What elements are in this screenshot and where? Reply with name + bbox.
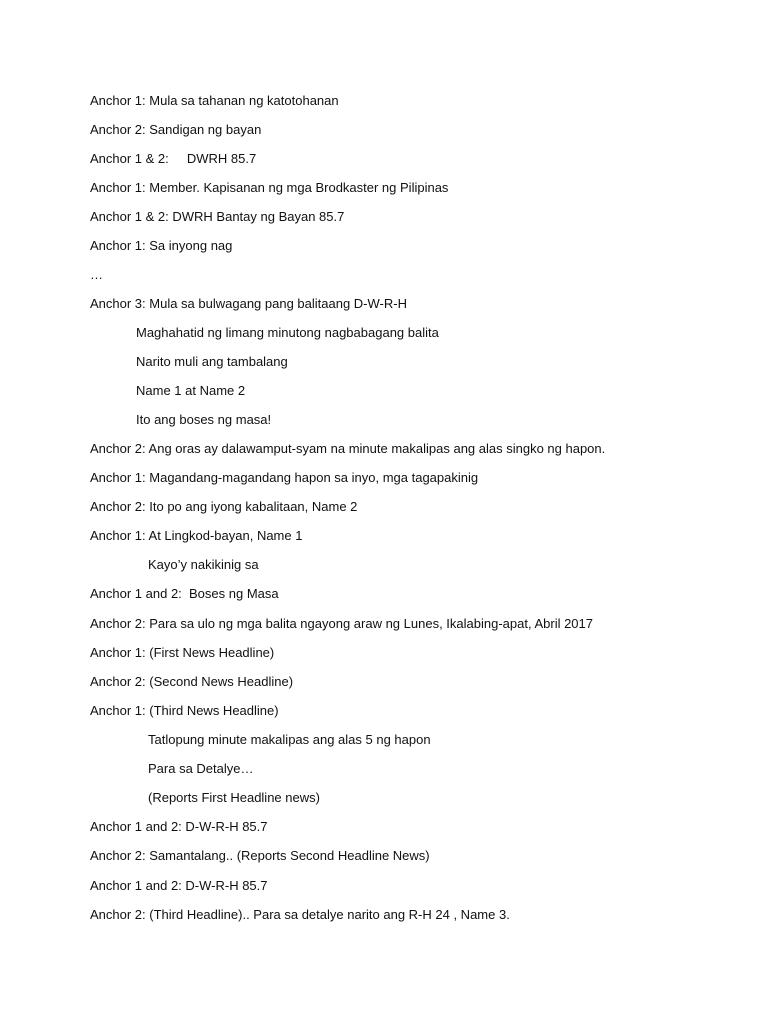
script-line: Anchor 1: Magandang-magandang hapon sa inyo, mga tagapakinig [90,470,479,485]
script-line: Maghahatid ng limang minutong nagbabagang balita [136,325,439,340]
script-line: Anchor 1 and 2: D-W-R-H 85.7 [90,819,268,834]
script-line: … [90,267,103,282]
script-line: Anchor 1: Mula sa tahanan ng katotohanan [90,93,339,108]
script-line: Anchor 3: Mula sa bulwagang pang balitaang D-W-R-H [90,296,407,311]
script-line: (Reports First Headline news) [148,790,320,805]
script-line: Anchor 1: (Third News Headline) [90,703,279,718]
script-line: Anchor 2: Sandigan ng bayan [90,122,262,137]
script-line: Anchor 1 & 2: DWRH Bantay ng Bayan 85.7 [90,209,345,224]
script-line: Anchor 2: (Second News Headline) [90,674,294,689]
script-line: Anchor 1 and 2: D-W-R-H 85.7 [90,878,268,893]
script-line: Anchor 1: Member. Kapisanan ng mga Brodkaster ng Pilipinas [90,180,449,195]
script-line: Tatlopung minute makalipas ang alas 5 ng hapon [148,732,431,747]
script-line: Anchor 1 & 2: DWRH 85.7 [90,151,257,166]
script-line: Anchor 1: (First News Headline) [90,645,275,660]
script-line: Narito muli ang tambalang [136,354,288,369]
script-line: Anchor 2: Ito po ang iyong kabalitaan, Name 2 [90,499,358,514]
script-line: Name 1 at Name 2 [136,383,246,398]
script-line: Anchor 2: (Third Headline).. Para sa detalye narito ang R-H 24 , Name 3. [90,907,510,922]
script-line: Anchor 1: Sa inyong nag [90,238,233,253]
script-line: Anchor 2: Samantalang.. (Reports Second Headline News) [90,848,430,863]
script-line: Ito ang boses ng masa! [136,412,272,427]
script-line: Anchor 2: Para sa ulo ng mga balita ngayong araw ng Lunes, Ikalabing-apat, Abril 2017 [90,616,594,631]
script-line: Anchor 1: At Lingkod-bayan, Name 1 [90,528,303,543]
script-line: Anchor 2: Ang oras ay dalawamput-syam na minute makalipas ang alas singko ng hapon. [90,441,606,456]
script-line: Anchor 1 and 2: Boses ng Masa [90,586,279,601]
script-line: Kayo’y nakikinig sa [148,557,259,572]
script-line: Para sa Detalye… [148,761,254,776]
